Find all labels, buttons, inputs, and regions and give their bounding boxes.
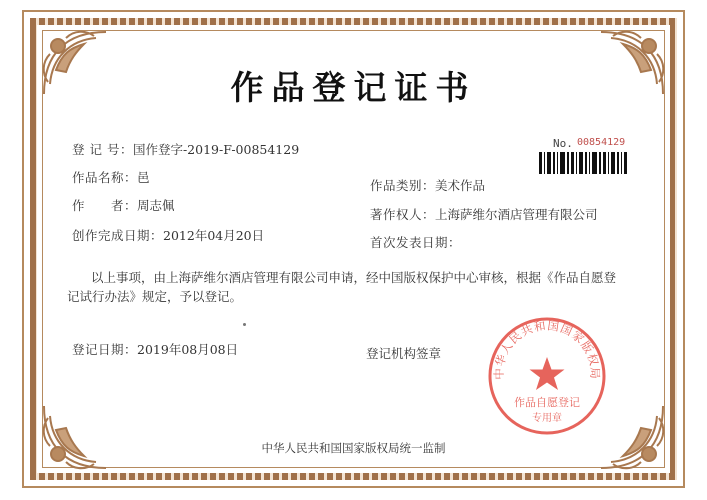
registration-date-row [72, 340, 238, 358]
corner-ornament-icon [36, 398, 114, 476]
author-label: 作 者： [72, 198, 138, 213]
owner-value: 上海萨维尔酒店管理有限公司 [435, 207, 598, 222]
registration-number-value: 国作登字-2019-F-00854129 [132, 142, 300, 157]
work-type-value: 美术作品 [435, 178, 486, 193]
owner-label: 著作权人： [370, 207, 436, 222]
serial-number: 00854129 [577, 137, 626, 148]
completion-date-row [72, 226, 264, 244]
ink-dot [243, 323, 246, 326]
registration-number-row [72, 140, 299, 158]
work-type-label: 作品类别： [370, 178, 436, 193]
author-row [72, 196, 175, 214]
seal-center-text: 作品自愿登记 [514, 396, 580, 409]
owner-row [370, 205, 598, 223]
work-name-label: 作品名称： [72, 170, 138, 185]
publication-date-label: 首次发表日期： [370, 235, 462, 250]
publication-date-row [370, 233, 461, 251]
official-seal-icon [486, 315, 608, 437]
work-name-row [72, 168, 150, 186]
statement-paragraph: 以上事项，由上海萨维尔酒店管理有限公司申请，经中国版权保护中心审核，根据《作品自愿登记试行办法》规定，予以登记。 [67, 270, 617, 304]
author-value: 周志佩 [137, 198, 175, 213]
serial-prefix: No. [553, 137, 573, 150]
seal-bottom-text: 专用章 [532, 413, 562, 424]
work-name-value: 邑 [137, 170, 150, 185]
registration-date-value: 2019年08月08日 [137, 342, 239, 357]
certificate-title: 作品登记证书 [230, 68, 477, 107]
seal-ring-text: 中华人民共和国国家版权局 [491, 318, 603, 380]
registration-date-label: 登记日期： [72, 342, 138, 357]
authority-signature-label: 登记机构签章 [366, 346, 442, 361]
registration-number-label: 登 记 号： [72, 142, 133, 157]
barcode-icon [537, 151, 629, 175]
completion-date-value: 2012年04月20日 [163, 228, 265, 243]
work-type-row [370, 176, 485, 194]
completion-date-label: 创作完成日期： [72, 228, 164, 243]
issuer-footer: 中华人民共和国国家版权局统一监制 [261, 441, 446, 455]
